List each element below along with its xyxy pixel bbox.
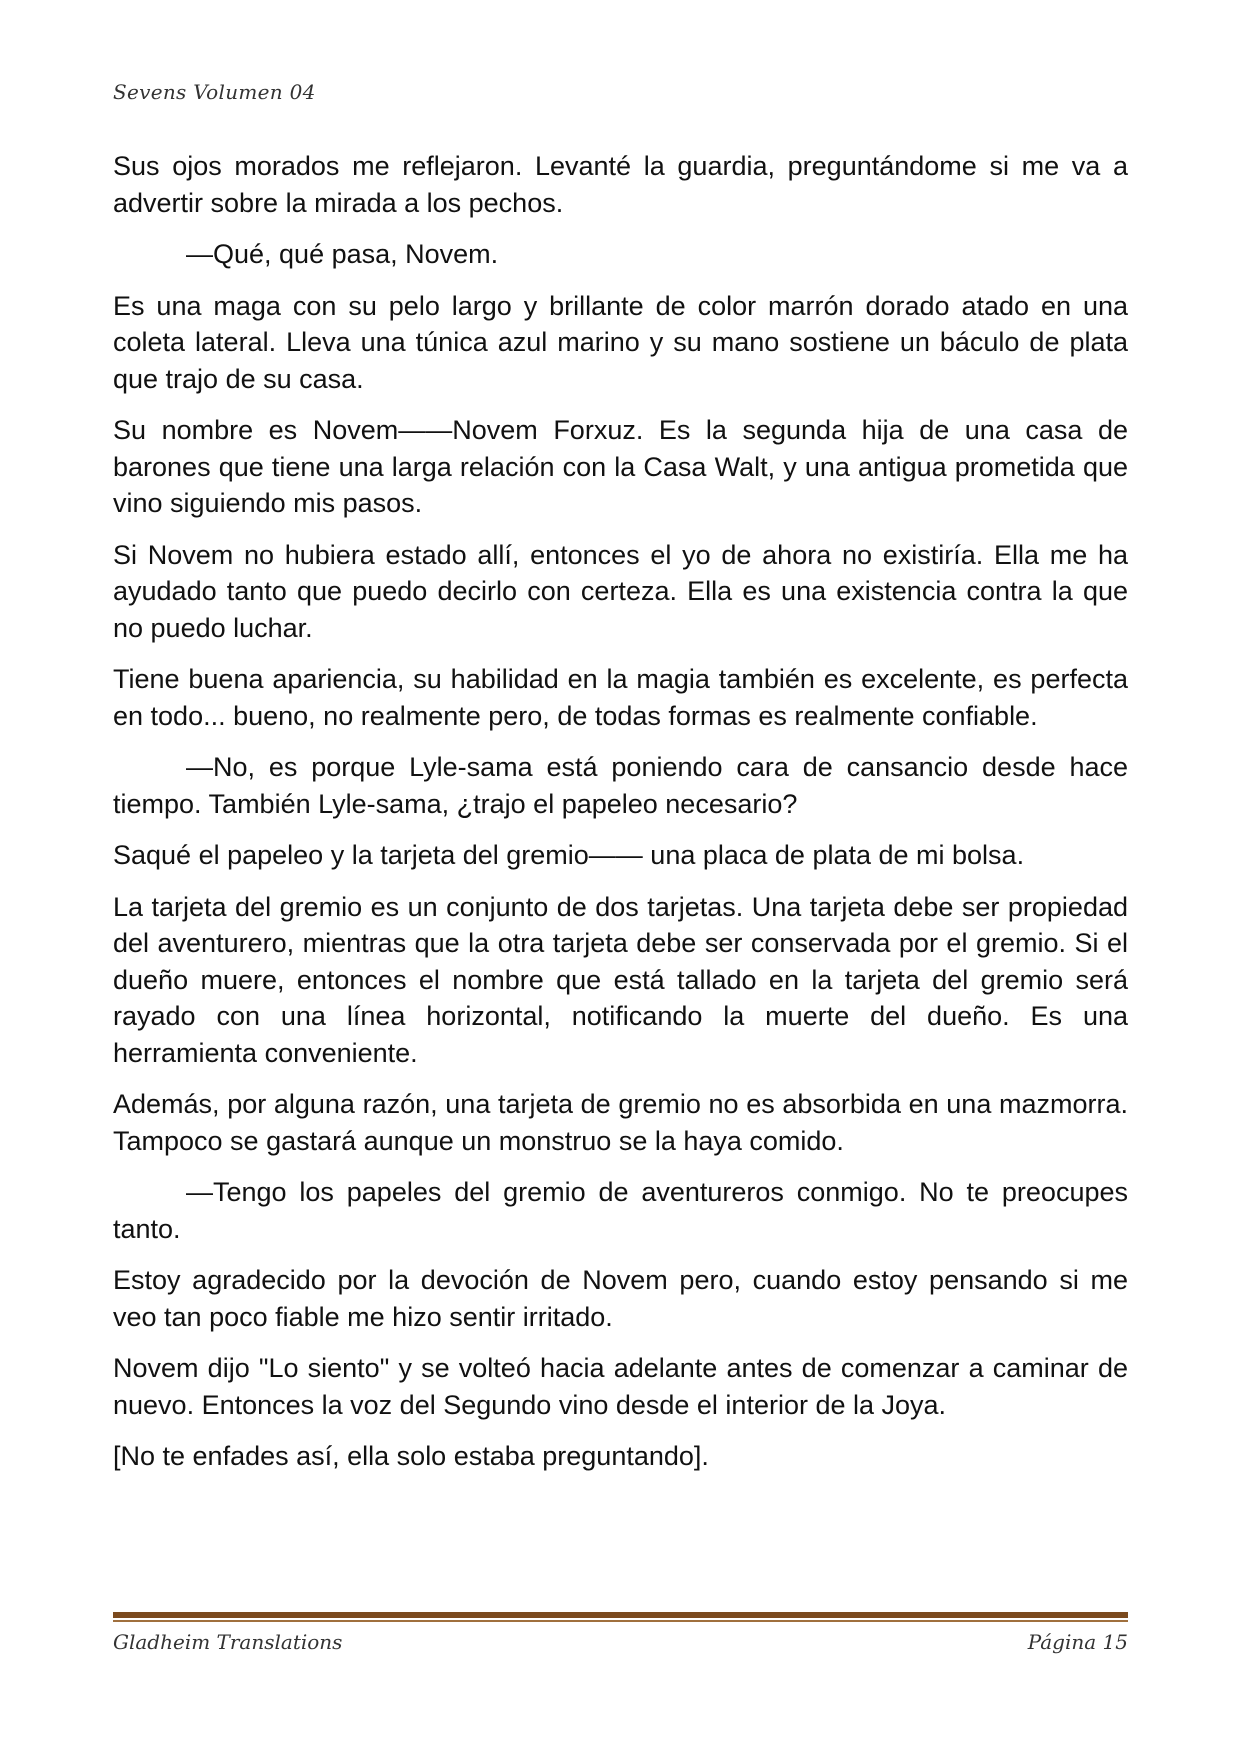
footer-divider-thin — [113, 1620, 1128, 1622]
paragraph: Sus ojos morados me reflejaron. Levanté la guardia, preguntándome si me va a advertir sobre la mirada a los pechos. — [113, 151, 1128, 218]
paragraph: Su nombre es Novem——Novem Forxuz. Es la segunda hija de una casa de barones que tiene una larga relación con la Casa Walt, y una antigua prometida que vino siguiendo mis pasos. — [113, 415, 1128, 518]
paragraph: La tarjeta del gremio es un conjunto de dos tarjetas. Una tarjeta debe ser propiedad del aventurero, mientras que la otra tarjeta debe ser conservada por el gremio. Si el dueño muere, entonces el nombre que está tallado en la tarjeta del gremio será rayado con una línea horizontal, notificando la muerte del dueño. Es una herramienta conveniente. — [113, 891, 1128, 1068]
paragraph: Saqué el papeleo y la tarjeta del gremio—— una placa de plata de mi bolsa. — [113, 840, 1025, 870]
footer-publisher: Gladheim Translations — [113, 1630, 343, 1654]
page-body — [113, 148, 1128, 1490]
paragraph: Además, por alguna razón, una tarjeta de gremio no es absorbida en una mazmorra. Tampoco se gastará aunque un monstruo se la haya comido. — [113, 1089, 1128, 1156]
paragraph: Es una maga con su pelo largo y brillante de color marrón dorado atado en una coleta lateral. Lleva una túnica azul marino y su mano sostiene un báculo de plata que trajo de su casa. — [113, 290, 1128, 394]
running-header-title: Sevens Volumen 04 — [113, 80, 316, 104]
dialogue-paragraph: —Qué, qué pasa, Novem. — [186, 239, 499, 269]
footer-page-number: Página 15 — [1027, 1630, 1128, 1654]
dialogue-paragraph: —Tengo los papeles del gremio de aventureros conmigo. No te preocupes tanto. — [113, 1177, 1128, 1244]
paragraph: [No te enfades así, ella solo estaba preguntando]. — [113, 1441, 709, 1471]
dialogue-paragraph: —No, es porque Lyle-sama está poniendo cara de cansancio desde hace tiempo. También Lyle-sama, ¿trajo el papeleo necesario? — [113, 752, 1128, 819]
paragraph: Novem dijo "Lo siento" y se volteó hacia adelante antes de comenzar a caminar de nuevo. Entonces la voz del Segundo vino desde el interior de la Joya. — [113, 1353, 1128, 1420]
paragraph: Si Novem no hubiera estado allí, entonces el yo de ahora no existiría. Ella me ha ayudado tanto que puedo decirlo con certeza. Ella es una existencia contra la que no puedo luchar. — [113, 539, 1128, 643]
paragraph: Estoy agradecido por la devoción de Novem pero, cuando estoy pensando si me veo tan poco fiable me hizo sentir irritado. — [113, 1265, 1128, 1332]
paragraph: Tiene buena apariencia, su habilidad en la magia también es excelente, es perfecta en todo... bueno, no realmente pero, de todas formas es realmente confiable. — [113, 664, 1128, 731]
footer-divider — [113, 1612, 1128, 1622]
